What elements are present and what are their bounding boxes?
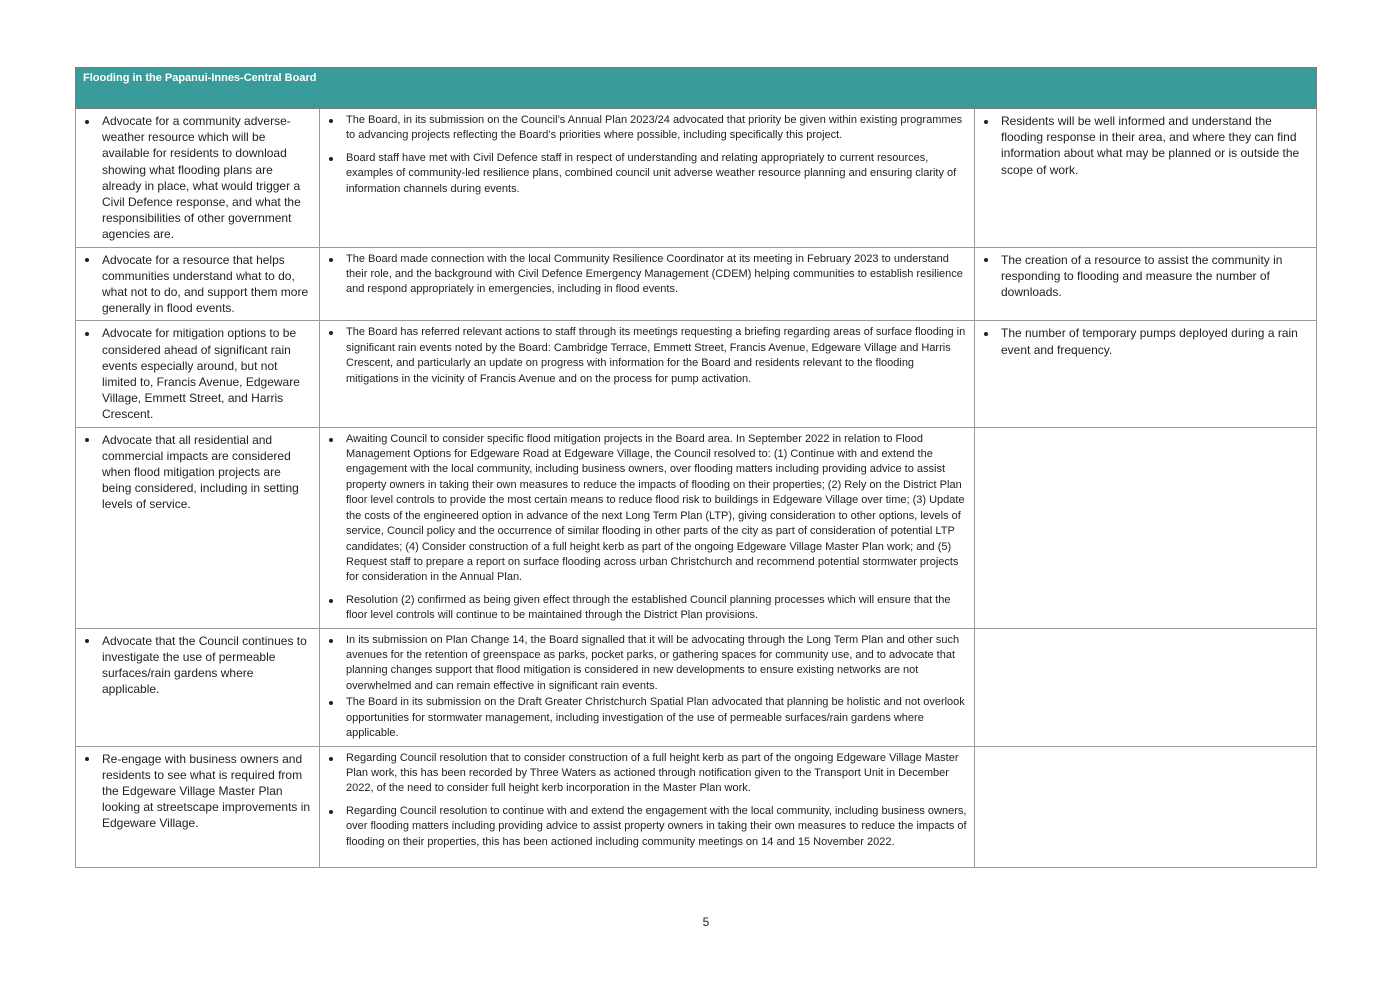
measure-text: Residents will be well informed and understand the flooding response in their area, and where they can find information about what may be planned or is outside the scope of work. [1001,113,1310,178]
progress-item: In its submission on Plan Change 14, the Board signalled that it will be advocating through the Long Term Plan and other such avenues for the retention of greenspace as parks, pocket parks, or gathering spaces for community use, and to advocate that planning changes support that flood mitigation is considered in new developments to ensure existing networks are not overwhelmed and can remain effective in significant rain events. [346,633,968,695]
progress-cell [320,427,975,628]
progress-item: Board staff have met with Civil Defence staff in respect of understanding and relating appropriately to current resources, examples of community-led resilience plans, combined council unit adverse weather resource planning and ensuring clarity of information channels during events. [346,151,968,197]
table-row [76,247,1317,321]
table-row [76,628,1317,746]
action-cell [76,427,320,628]
measure-cell [975,247,1317,321]
flooding-table [75,67,1317,868]
progress-cell [320,109,975,248]
action-text: Advocate for mitigation options to be considered ahead of significant rain events especially around, but not limited to, Francis Avenue, Edgeware Village, Emmett Street, and Harris Crescent. [102,325,313,422]
table-row [76,427,1317,628]
action-cell [76,746,320,867]
table-row [76,321,1317,427]
progress-item: Awaiting Council to consider specific flood mitigation projects in the Board area. In September 2022 in relation to Flood Management Options for Edgeware Road at Edgeware Village, the Council resolved to: (1) Continue with and extend the engagement with the local community, including business owners, over flooding matters including providing advice to assist property owners in taking their own measures to reduce the impacts of flooding on their properties; (2) Rely on the District Plan floor level controls to provide the most certain means to reduce flood risk to buildings in Edgeware Village over time; (3) Update the costs of the engineered option in advance of the next Long Term Plan (LTP), giving consideration to other options, levels of service, Council policy and the occurrence of similar flooding in other parts of the city as part of consideration of potential LTP candidates; (4) Consider construction of a full height kerb as part of the ongoing Edgeware Village Master Plan work; and (5) Request staff to prepare a report on surface flooding across urban Christchurch and recommend potential stormwater projects for consideration in the Annual Plan. [346,432,968,586]
table-row [76,746,1317,867]
action-text: Advocate that the Council continues to investigate the use of permeable surfaces/rain gardens where applicable. [102,633,313,698]
action-text: Advocate that all residential and commercial impacts are considered when flood mitigation projects are being considered, including in setting levels of service. [102,432,313,513]
progress-item: The Board in its submission on the Draft Greater Christchurch Spatial Plan advocated that planning be holistic and not overlook opportunities for stormwater management, including investigation of the use of permeable surfaces/rain gardens where applicable. [346,695,968,741]
progress-cell [320,746,975,867]
action-cell [76,109,320,248]
progress-item: Regarding Council resolution to continue with and extend the engagement with the local community, including business owners, over flooding matters including providing advice to assist property owners in taking their own measures to reduce the impacts of flooding on their properties, this has been actioned including community meetings on 14 and 15 November 2022. [346,804,968,850]
measure-cell [975,321,1317,427]
measure-cell [975,109,1317,248]
progress-cell [320,247,975,321]
action-cell [76,247,320,321]
progress-item: The Board, in its submission on the Council’s Annual Plan 2023/24 advocated that priority be given within existing programmes to advancing projects reflecting the Board’s priorities where possible, including specifically this project. [346,113,968,144]
action-text: Advocate for a community adverse-weather resource which will be available for residents to download showing what flooding plans are already in place, what would trigger a Civil Defence response, and what the responsibilities of other government agencies are. [102,113,313,243]
action-text: Advocate for a resource that helps communities understand what to do, what not to do, and support them more generally in flood events. [102,252,313,317]
measure-cell [975,427,1317,628]
measure-text: The number of temporary pumps deployed during a rain event and frequency. [1001,325,1310,357]
table-header-row [76,68,1317,109]
progress-item: The Board made connection with the local Community Resilience Coordinator at its meeting in February 2023 to understand their role, and the background with Civil Defence Emergency Management (CDEM) helping communities to establish resilience and respond appropriately in emergencies, including in flood events. [346,252,968,298]
progress-cell [320,628,975,746]
measure-text: The creation of a resource to assist the community in responding to flooding and measure the number of downloads. [1001,252,1310,301]
progress-item: Resolution (2) confirmed as being given effect through the established Council planning processes which will ensure that the floor level controls will continue to be maintained through the District Plan provisions. [346,593,968,624]
action-cell [76,628,320,746]
progress-item: The Board has referred relevant actions to staff through its meetings requesting a briefing regarding areas of surface flooding in significant rain events noted by the Board: Cambridge Terrace, Emmett Street, Francis Avenue, Edgeware Village and Harris Crescent, and particularly an update on progress with information for the Board and residents relevant to the flooding mitigations in the vicinity of Francis Avenue and on the process for pump activation. [346,325,968,387]
table-heading: Flooding in the Papanui-Innes-Central Board [76,68,1317,109]
progress-cell [320,321,975,427]
measure-cell [975,628,1317,746]
measure-cell [975,746,1317,867]
progress-item: Regarding Council resolution that to consider construction of a full height kerb as part of the ongoing Edgeware Village Master Plan work, this has been recorded by Three Waters as actioned through notification given to the Transport Unit in December 2022, of the need to consider full height kerb incorporation in the Master Plan work. [346,751,968,797]
action-text: Re-engage with business owners and residents to see what is required from the Edgeware Village Master Plan looking at streetscape improvements in Edgeware Village. [102,751,313,832]
table-row [76,109,1317,248]
action-cell [76,321,320,427]
page-number: 5 [702,915,710,929]
